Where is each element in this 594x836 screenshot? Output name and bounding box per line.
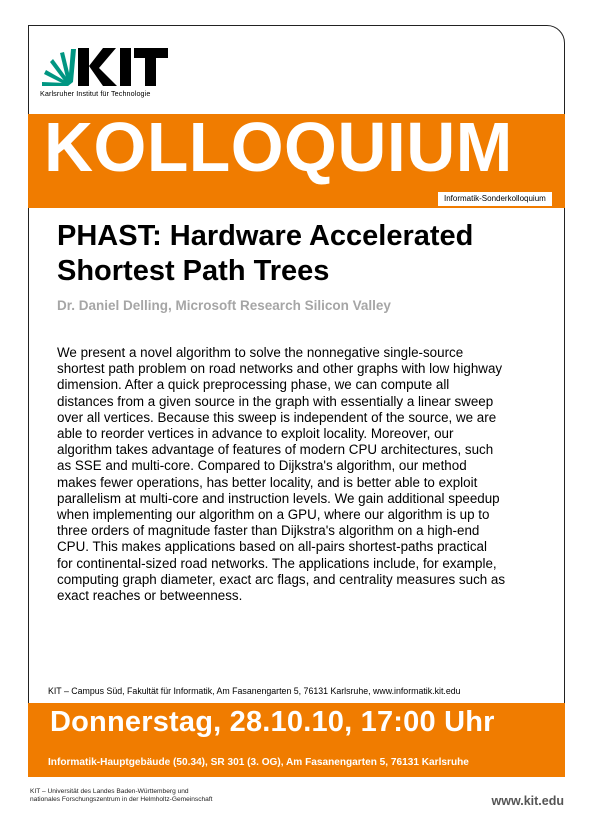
banner-subtitle: Informatik-Sonderkolloquium: [438, 192, 552, 206]
abstract-line: when implementing our algorithm on a GPU, where our algorithm is up to: [57, 507, 490, 523]
event-location: Informatik-Hauptgebäude (50.34), SR 301 (3. OG), Am Fasanengarten 5, 76131 Karlsruhe: [48, 757, 469, 768]
venue-address: KIT – Campus Süd, Fakultät für Informatik, Am Fasanengarten 5, 76131 Karlsruhe, www.informatik.kit.edu: [48, 686, 461, 696]
footer-line-1: KIT – Universität des Landes Baden-Württemberg und: [30, 788, 189, 795]
abstract-line: distances from a given source in the graph with essentially a linear sweep: [57, 393, 494, 409]
abstract-line: parallelism at multi-core and instruction levels. We gain additional speedup: [57, 490, 500, 506]
footer-line-2: nationales Forschungszentrum in der Helmholtz-Gemeinschaft: [30, 796, 213, 803]
abstract-line: able to reorder vertices in advance to exploit locality. Moreover, our: [57, 426, 454, 442]
abstract-line: as SSE and multi-core. Compared to Dijkstra's algorithm, our method: [57, 458, 467, 474]
abstract-line: computing graph diameter, exact arc flags, and centrality measures such as: [57, 571, 506, 587]
abstract-line: exact reaches or betweenness.: [57, 588, 243, 604]
abstract-line: three orders of magnitude faster than Dijkstra's algorithm on a high-end: [57, 523, 480, 539]
abstract-line: dimension. After a quick preprocessing phase, we can compute all: [57, 377, 450, 393]
event-date: Donnerstag, 28.10.10, 17:00 Uhr: [50, 706, 495, 738]
talk-abstract: [57, 345, 547, 604]
abstract-line: for continental-sized road networks. The applications include, for example,: [57, 555, 497, 571]
talk-speaker: Dr. Daniel Delling, Microsoft Research Silicon Valley: [57, 298, 391, 313]
banner-title: KOLLOQUIUM: [44, 108, 513, 186]
institute-name: Karlsruher Institut für Technologie: [40, 89, 151, 98]
abstract-line: algorithm takes advantage of features of modern CPU architectures, such: [57, 442, 494, 458]
talk-title: PHAST: Hardware Accelerated Shortest Path Trees: [57, 220, 474, 287]
footer-legal: [30, 788, 213, 804]
abstract-line: CPU. This makes applications based on all-pairs shortest-paths practical: [57, 539, 487, 555]
abstract-line: shortest path problem on road networks and other graphs with low highway: [57, 361, 503, 377]
abstract-line: makes fewer operations, has better locality, and is better able to exploit: [57, 474, 478, 490]
abstract-line: over all vertices. Because this sweep is independent of the source, we are: [57, 409, 497, 425]
abstract-line: We present a novel algorithm to solve the nonnegative single-source: [57, 345, 464, 360]
footer-url[interactable]: www.kit.edu: [491, 794, 564, 808]
